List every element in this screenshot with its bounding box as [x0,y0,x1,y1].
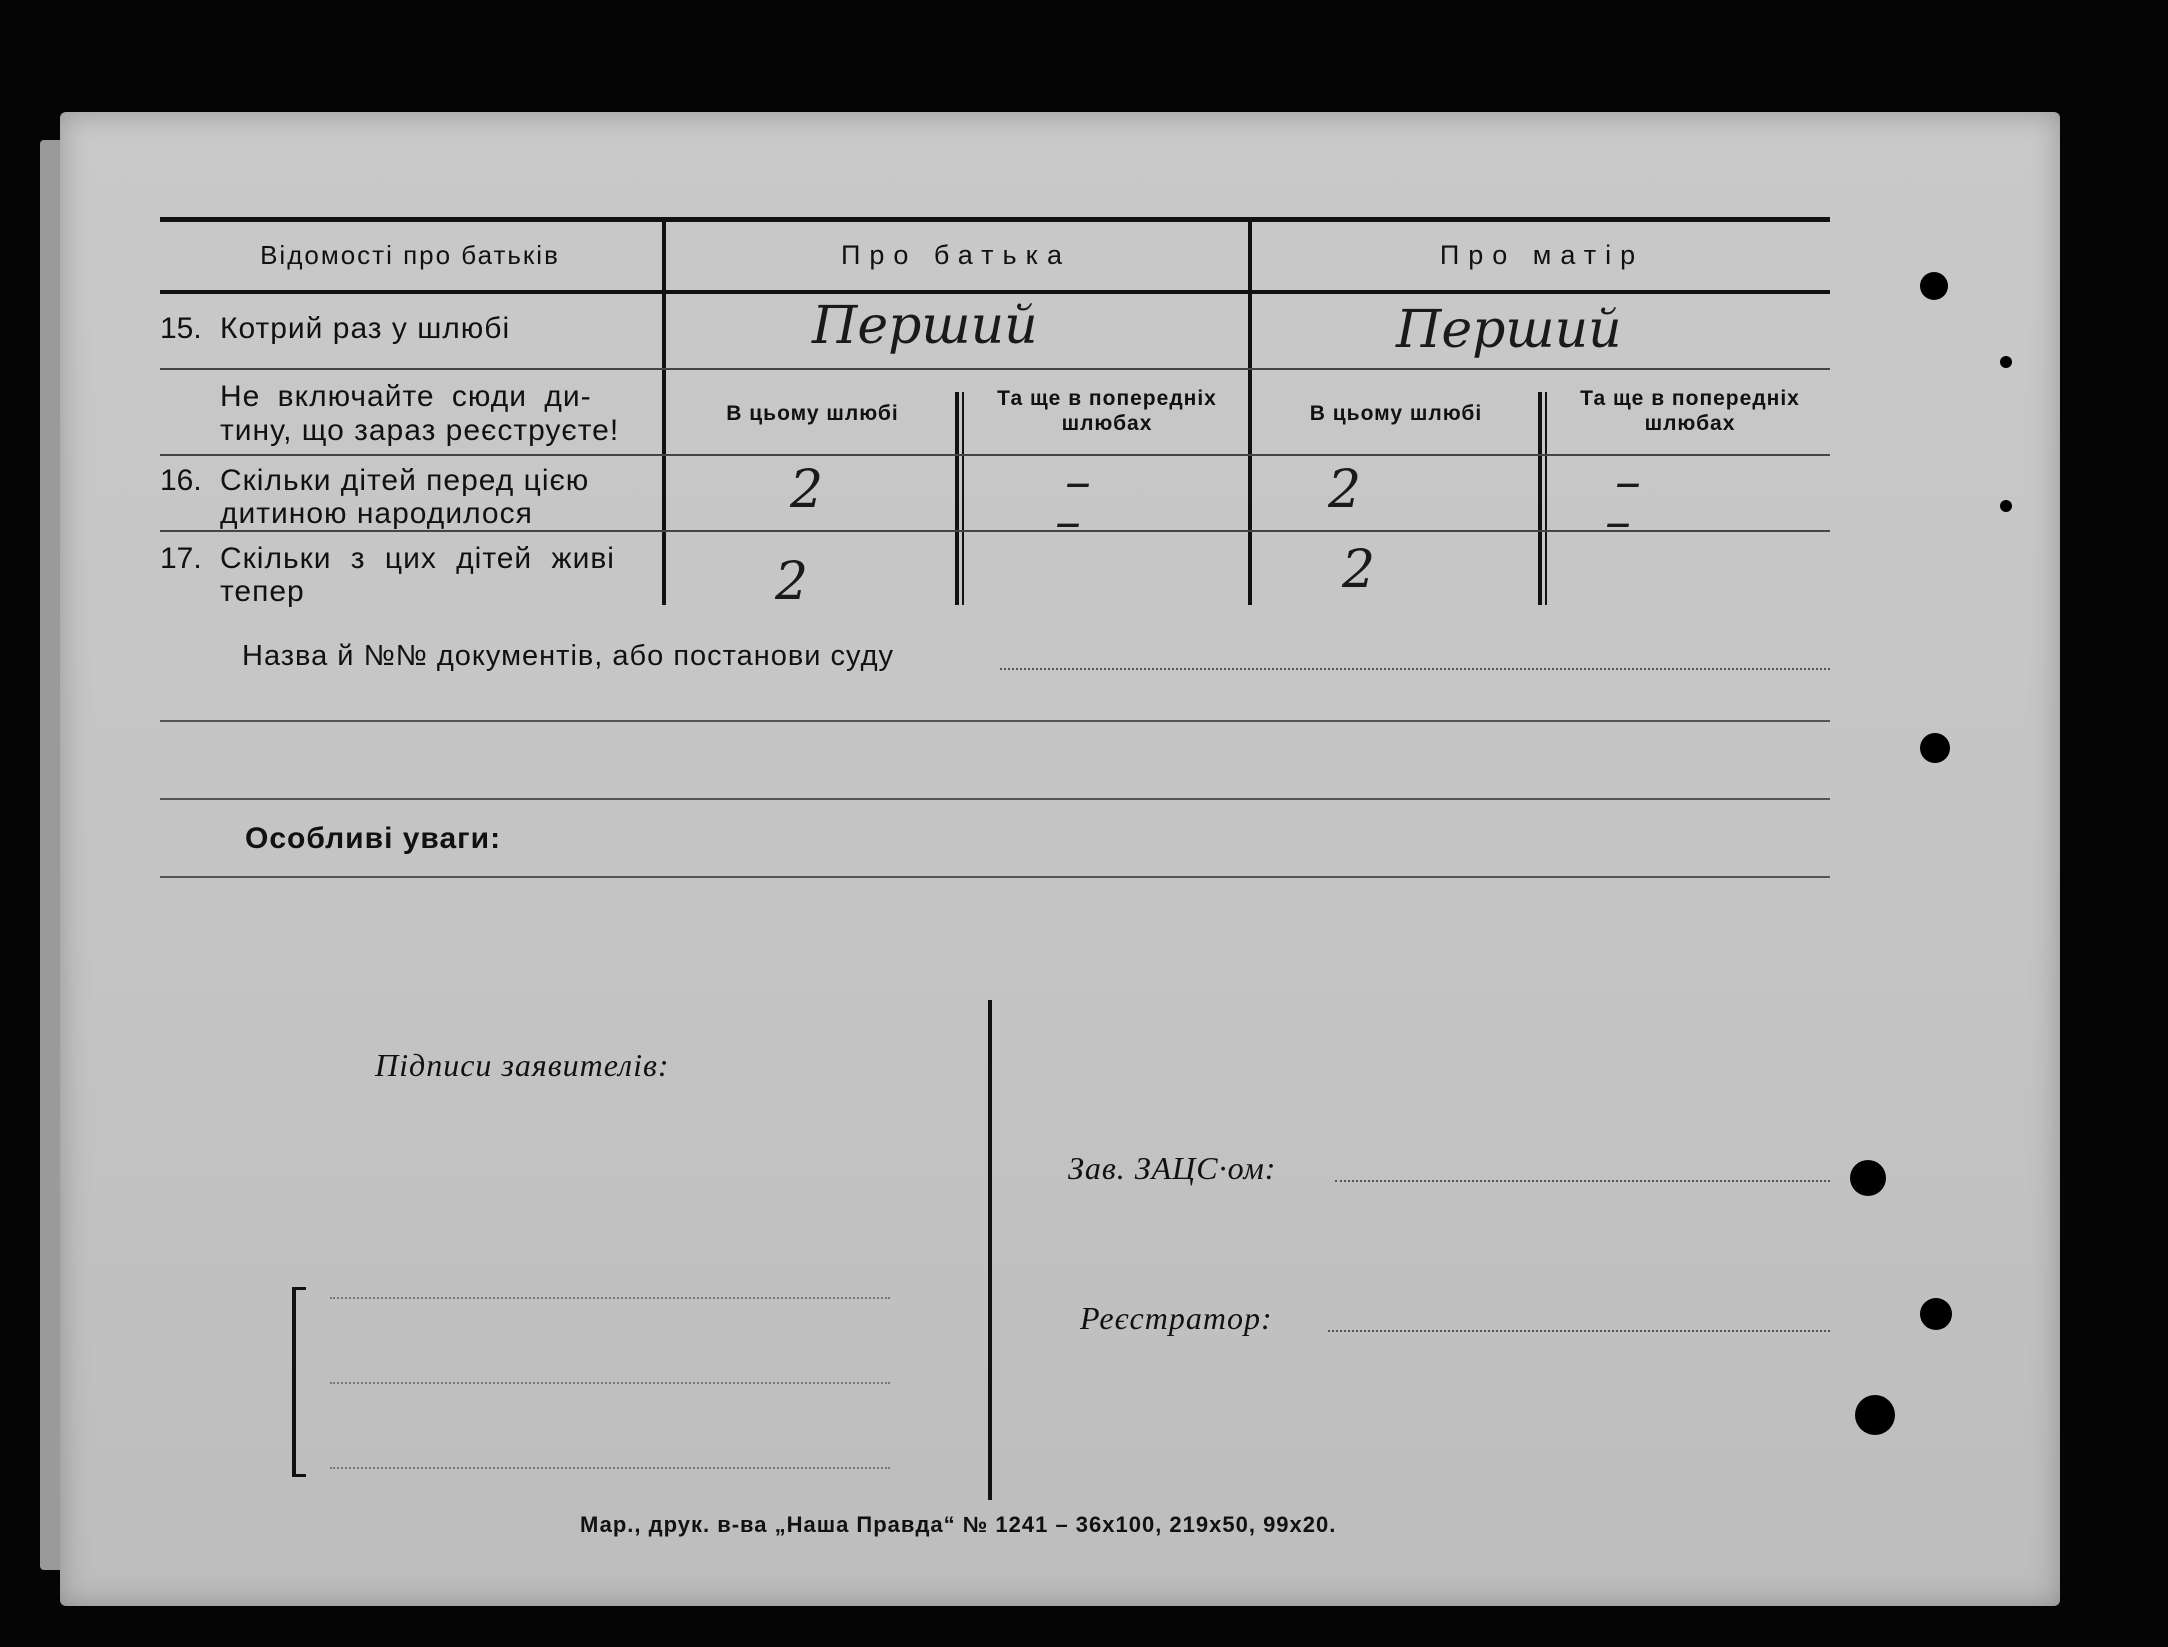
header-about-mother: Про матір [1439,240,1645,270]
printer-imprint: Мар., друк. в-ва „Наша Правда“ № 1241 – 36х100, 219х50, 99х20. [580,1512,1337,1537]
mother-previous-header-line1: Та ще в попередніх [1580,387,1800,410]
applicant-signature-line-2[interactable] [330,1382,890,1384]
column-divider-1 [662,220,666,605]
punch-hole-1 [1920,272,1948,300]
registrar-label: Реєстратор: [1080,1300,1273,1336]
row16-bottom-rule [160,530,1830,532]
punch-hole-4 [1920,733,1950,763]
row16-father-this: 2 [790,460,824,520]
row17-father-this: 2 [775,552,809,612]
row17-label-line1: Скільки з цих дітей живі [220,542,615,575]
punch-hole-6 [1920,1298,1952,1330]
documents-label: Назва й №№ документів, або постанови суду [242,640,895,672]
row16-label-line2: дитиною народилося [220,497,533,530]
registry-head-signature-line[interactable] [1335,1180,1830,1182]
applicants-signatures-label: Підписи заявителів: [375,1047,670,1083]
row15-number: 15. [160,312,202,345]
row17-mother-prev: – [1605,492,1631,552]
sub-divider-father [955,392,959,605]
header-info-about-parents: Відомості про батьків [260,240,560,270]
punch-hole-3 [2000,500,2012,512]
father-this-marriage-header: В цьому шлюбі [726,402,899,425]
row16-label-line1: Скільки дітей перед цією [220,464,590,497]
column-divider-2 [1248,220,1252,605]
header-bottom-rule [160,290,1830,294]
row15-father-handwritten: Перший [812,296,1038,356]
father-previous-header-line2: шлюбах [1061,412,1153,435]
special-notes-label: Особливі уваги: [245,822,502,855]
registry-head-label: Зав. ЗАЦС·ом: [1068,1150,1277,1186]
row17-father-prev: – [1055,492,1081,552]
note-line2: тину, що зараз реєструєте! [220,414,620,447]
row15-bottom-rule [160,368,1830,370]
documents-line-2 [160,720,1830,722]
signature-bracket-top [292,1287,306,1290]
row15-mother-handwritten: Перший [1396,300,1622,360]
sub-divider-mother-double [1545,392,1547,605]
applicant-signature-line-1[interactable] [330,1297,890,1299]
registrar-signature-line[interactable] [1328,1330,1830,1332]
signature-bracket [292,1287,296,1477]
row16-mother-prev: – [1615,452,1641,512]
row17-label-line2: тепер [220,575,305,608]
row16-number: 16. [160,464,202,497]
signature-bracket-bottom [292,1474,306,1477]
signature-divider [988,1000,992,1500]
special-notes-line [160,876,1830,878]
row17-number: 17. [160,542,202,575]
mother-previous-header-line2: шлюбах [1644,412,1736,435]
row16-mother-this: 2 [1328,460,1362,520]
header-about-father: Про батька [840,240,1072,270]
form-sheet [60,112,2060,1606]
sub-divider-father-double [962,392,964,605]
applicant-signature-line-3[interactable] [330,1467,890,1469]
documents-dotted-line[interactable] [1000,668,1830,670]
row17-mother-this: 2 [1342,540,1376,600]
father-previous-header-line1: Та ще в попередніх [997,387,1217,410]
note-line1: Не включайте сюди ди- [220,380,592,413]
subheader-bottom-rule [160,454,1830,456]
mother-this-marriage-header: В цьому шлюбі [1309,402,1483,425]
table-top-rule [160,217,1830,222]
documents-line-3 [160,798,1830,800]
row15-label: Котрий раз у шлюбі [220,312,511,345]
punch-hole-2 [2000,356,2012,368]
punch-hole-7 [1855,1395,1895,1435]
punch-hole-5 [1850,1160,1886,1196]
row16-father-prev: – [1065,452,1091,512]
sub-divider-mother [1538,392,1542,605]
